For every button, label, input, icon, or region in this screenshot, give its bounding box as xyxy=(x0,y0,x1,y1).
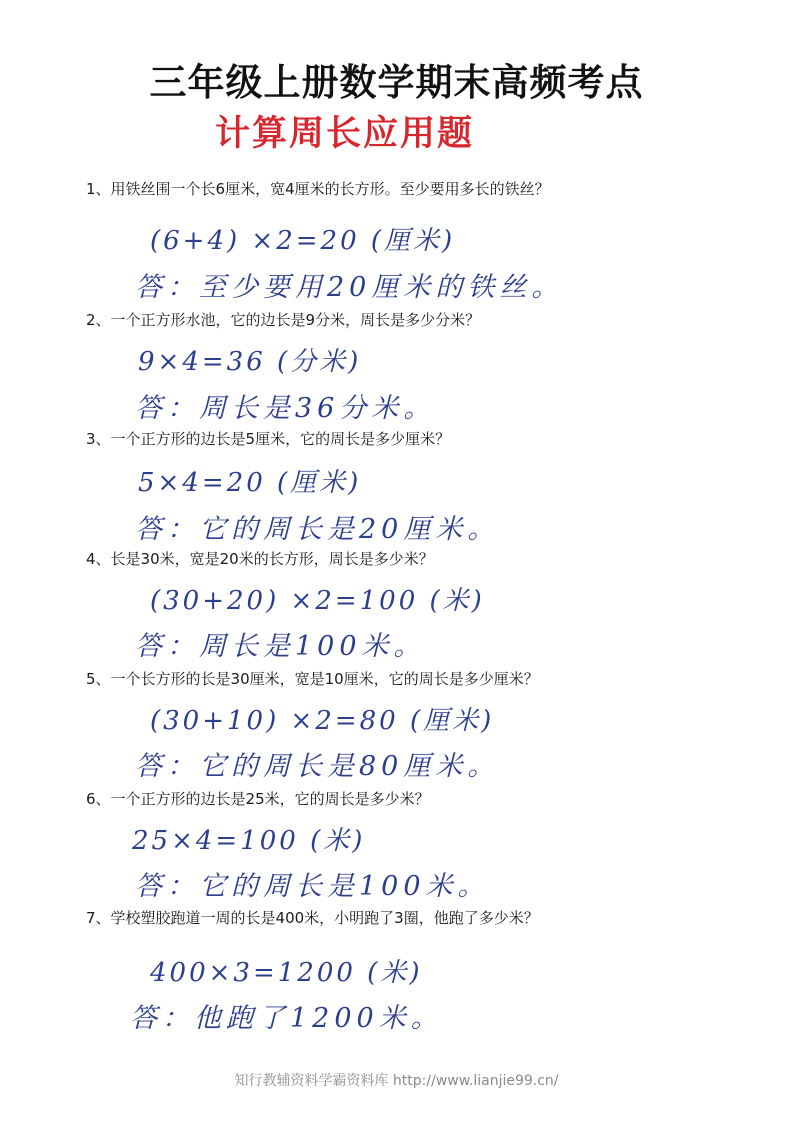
problem-7-question: 7、学校塑胶跑道一周的长是400米，小明跑了3圈，他跑了多少米？ xyxy=(86,909,539,927)
page-footer: 知行教辅资料学霸资料库 http://www.lianjie99.cn/ xyxy=(234,1073,559,1089)
problem-7-calculation: 400×3=1200 (米) xyxy=(150,958,423,988)
problem-6-calculation: 25×4=100 (米) xyxy=(132,826,366,856)
problem-1-calculation: (6+4) ×2=20 (厘米) xyxy=(150,226,456,256)
problem-2-question: 2、一个正方形水池，它的边长是9分米，周长是多少分米？ xyxy=(86,311,481,329)
problem-4-calculation: (30+20) ×2=100 (米) xyxy=(150,586,485,616)
problem-1-question: 1、用铁丝围一个长6厘米，宽4厘米的长方形。至少要用多长的铁丝？ xyxy=(86,180,550,198)
problem-6-answer: 答：它的周长是100米。 xyxy=(135,871,490,902)
problem-5-question: 5、一个长方形的长是30厘米，宽是10厘米，它的周长是多少厘米？ xyxy=(86,670,539,688)
problem-5-answer: 答：它的周长是80厘米。 xyxy=(135,751,500,782)
problem-4-question: 4、长是30米，宽是20米的长方形，周长是多少米？ xyxy=(86,550,434,568)
problem-3-question: 3、一个正方形的边长是5厘米，它的周长是多少厘米？ xyxy=(86,430,451,448)
problem-6-question: 6、一个正方形的边长是25米，它的周长是多少米？ xyxy=(86,790,430,808)
problem-2-calculation: 9×4=36 (分米) xyxy=(138,347,362,377)
problem-3-calculation: 5×4=20 (厘米) xyxy=(138,468,362,498)
problem-4-answer: 答：周长是100米。 xyxy=(135,631,426,662)
problem-1-answer: 答：至少要用20厘米的铁丝。 xyxy=(135,272,564,303)
problem-5-calculation: (30+10) ×2=80 (厘米) xyxy=(150,706,495,736)
problem-7-answer: 答：他跑了1200米。 xyxy=(130,1003,443,1034)
problem-2-answer: 答：周长是36分米。 xyxy=(135,393,436,424)
page-subtitle: 计算周长应用题 xyxy=(215,114,475,154)
page-title: 三年级上册数学期末高频考点 xyxy=(149,61,644,104)
problem-3-answer: 答：它的周长是20厘米。 xyxy=(135,514,500,545)
